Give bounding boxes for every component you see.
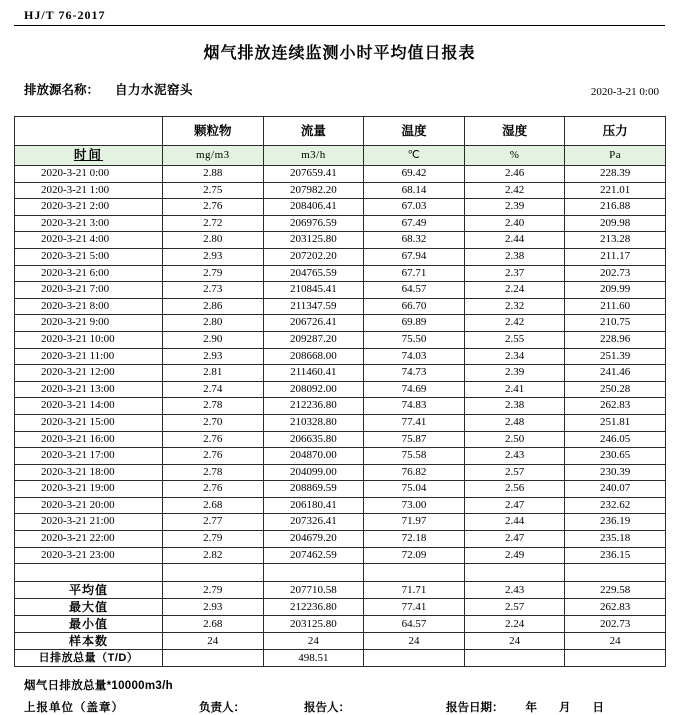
unit-flow: m3/h	[263, 146, 364, 166]
cell-humidity: 2.38	[464, 248, 565, 265]
cell-humidity: 2.32	[464, 298, 565, 315]
emission-source	[24, 80, 193, 98]
cell-particulate: 2.78	[163, 464, 264, 481]
cell-time: 2020-3-21 21:00	[15, 514, 163, 531]
cell-particulate: 2.73	[163, 282, 264, 299]
cell-temperature: 68.14	[364, 182, 465, 199]
table-row	[15, 547, 666, 564]
cell-time: 2020-3-21 15:00	[15, 414, 163, 431]
cell-time: 2020-3-21 6:00	[15, 265, 163, 282]
cell-time: 2020-3-21 10:00	[15, 331, 163, 348]
summary-min-pressure: 202.73	[565, 616, 666, 633]
cell-time: 2020-3-21 19:00	[15, 481, 163, 498]
table-row	[15, 448, 666, 465]
cell-pressure: 211.17	[565, 248, 666, 265]
cell-particulate: 2.80	[163, 232, 264, 249]
report-footer	[14, 677, 665, 715]
cell-flow: 207202.20	[263, 248, 364, 265]
table-header-units	[15, 146, 666, 166]
cell-flow: 208092.00	[263, 381, 364, 398]
header-divider	[14, 25, 665, 26]
cell-humidity: 2.49	[464, 547, 565, 564]
cell-time: 2020-3-21 4:00	[15, 232, 163, 249]
cell-time: 2020-3-21 23:00	[15, 547, 163, 564]
footer-date-group	[424, 699, 659, 715]
cell-flow: 206180.41	[263, 497, 364, 514]
cell-temperature: 72.18	[364, 531, 465, 548]
table-row	[15, 199, 666, 216]
spacer-cell	[163, 564, 264, 582]
cell-flow: 207326.41	[263, 514, 364, 531]
cell-temperature: 77.41	[364, 414, 465, 431]
unit-temperature: ℃	[364, 146, 465, 166]
cell-time: 2020-3-21 0:00	[15, 166, 163, 183]
table-row	[15, 315, 666, 332]
column-header-pressure: 压力	[565, 117, 666, 146]
cell-pressure: 202.73	[565, 265, 666, 282]
cell-flow: 211347.59	[263, 298, 364, 315]
cell-humidity: 2.41	[464, 381, 565, 398]
cell-flow: 210328.80	[263, 414, 364, 431]
summary-label-min: 最小值	[15, 616, 163, 633]
cell-particulate: 2.78	[163, 398, 264, 415]
daily-total-label: 日排放总量（T/D）	[15, 650, 163, 667]
footer-date-label: 报告日期：	[446, 702, 504, 715]
footer-signature-row	[24, 699, 659, 715]
cell-flow: 207982.20	[263, 182, 364, 199]
table-row	[15, 464, 666, 481]
cell-particulate: 2.79	[163, 265, 264, 282]
table-row	[15, 398, 666, 415]
cell-humidity: 2.56	[464, 481, 565, 498]
summary-average-temperature: 71.71	[364, 582, 465, 599]
table-row	[15, 182, 666, 199]
cell-humidity: 2.42	[464, 182, 565, 199]
table-row	[15, 232, 666, 249]
cell-particulate: 2.76	[163, 431, 264, 448]
summary-count-pressure: 24	[565, 633, 666, 650]
cell-flow: 206726.41	[263, 315, 364, 332]
cell-pressure: 209.98	[565, 215, 666, 232]
summary-count-flow: 24	[263, 633, 364, 650]
cell-flow: 208668.00	[263, 348, 364, 365]
table-row	[15, 348, 666, 365]
table-row	[15, 431, 666, 448]
table-row	[15, 497, 666, 514]
cell-flow: 212236.80	[263, 398, 364, 415]
cell-time: 2020-3-21 8:00	[15, 298, 163, 315]
cell-pressure: 221.01	[565, 182, 666, 199]
cell-temperature: 75.50	[364, 331, 465, 348]
table-row	[15, 531, 666, 548]
cell-humidity: 2.34	[464, 348, 565, 365]
table-row	[15, 166, 666, 183]
cell-humidity: 2.39	[464, 365, 565, 382]
cell-particulate: 2.74	[163, 381, 264, 398]
cell-time: 2020-3-21 3:00	[15, 215, 163, 232]
cell-time: 2020-3-21 13:00	[15, 381, 163, 398]
table-header-names	[15, 117, 666, 146]
cell-humidity: 2.57	[464, 464, 565, 481]
cell-pressure: 230.39	[565, 464, 666, 481]
cell-particulate: 2.72	[163, 215, 264, 232]
daily-total-blank-pressure	[565, 650, 666, 667]
cell-humidity: 2.24	[464, 282, 565, 299]
cell-pressure: 216.88	[565, 199, 666, 216]
summary-average-pressure: 229.58	[565, 582, 666, 599]
table-row	[15, 381, 666, 398]
cell-humidity: 2.40	[464, 215, 565, 232]
cell-pressure: 236.19	[565, 514, 666, 531]
cell-humidity: 2.37	[464, 265, 565, 282]
cell-time: 2020-3-21 17:00	[15, 448, 163, 465]
summary-count-temperature: 24	[364, 633, 465, 650]
summary-average-humidity: 2.43	[464, 582, 565, 599]
footer-day: 日	[592, 702, 604, 715]
cell-particulate: 2.68	[163, 497, 264, 514]
unit-humidity: %	[464, 146, 565, 166]
column-header-particulate: 颗粒物	[163, 117, 264, 146]
cell-temperature: 69.42	[364, 166, 465, 183]
cell-humidity: 2.50	[464, 431, 565, 448]
cell-pressure: 250.28	[565, 381, 666, 398]
column-header-temperature: 温度	[364, 117, 465, 146]
cell-time: 2020-3-21 7:00	[15, 282, 163, 299]
cell-particulate: 2.80	[163, 315, 264, 332]
standard-code: HJ/T 76-2017	[24, 8, 106, 22]
cell-flow: 210845.41	[263, 282, 364, 299]
summary-min-humidity: 2.24	[464, 616, 565, 633]
cell-temperature: 69.89	[364, 315, 465, 332]
header-blank-cell	[15, 117, 163, 146]
spacer-cell	[464, 564, 565, 582]
cell-temperature: 64.57	[364, 282, 465, 299]
summary-max-pressure: 262.83	[565, 599, 666, 616]
cell-flow: 206976.59	[263, 215, 364, 232]
summary-count-particulate: 24	[163, 633, 264, 650]
summary-max-particulate: 2.93	[163, 599, 264, 616]
cell-temperature: 67.49	[364, 215, 465, 232]
cell-flow: 207659.41	[263, 166, 364, 183]
cell-temperature: 71.97	[364, 514, 465, 531]
cell-particulate: 2.76	[163, 481, 264, 498]
cell-flow: 204870.00	[263, 448, 364, 465]
cell-temperature: 74.69	[364, 381, 465, 398]
cell-particulate: 2.86	[163, 298, 264, 315]
cell-pressure: 235.18	[565, 531, 666, 548]
footer-responsible-label: 负责人：	[199, 702, 245, 715]
cell-time: 2020-3-21 12:00	[15, 365, 163, 382]
summary-max-humidity: 2.57	[464, 599, 565, 616]
spacer-cell	[565, 564, 666, 582]
cell-temperature: 72.09	[364, 547, 465, 564]
summary-max-flow: 212236.80	[263, 599, 364, 616]
cell-particulate: 2.76	[163, 448, 264, 465]
cell-humidity: 2.38	[464, 398, 565, 415]
cell-time: 2020-3-21 11:00	[15, 348, 163, 365]
cell-particulate: 2.79	[163, 531, 264, 548]
cell-temperature: 75.04	[364, 481, 465, 498]
column-header-flow: 流量	[263, 117, 364, 146]
cell-particulate: 2.93	[163, 248, 264, 265]
cell-time: 2020-3-21 9:00	[15, 315, 163, 332]
table-row	[15, 414, 666, 431]
cell-time: 2020-3-21 14:00	[15, 398, 163, 415]
cell-temperature: 67.71	[364, 265, 465, 282]
spacer-cell	[364, 564, 465, 582]
cell-pressure: 210.75	[565, 315, 666, 332]
cell-time: 2020-3-21 5:00	[15, 248, 163, 265]
cell-flow: 206635.80	[263, 431, 364, 448]
summary-min-particulate: 2.68	[163, 616, 264, 633]
cell-pressure: 240.07	[565, 481, 666, 498]
cell-time: 2020-3-21 20:00	[15, 497, 163, 514]
daily-total-blank-particulate	[163, 650, 264, 667]
cell-humidity: 2.44	[464, 232, 565, 249]
cell-particulate: 2.76	[163, 199, 264, 216]
cell-humidity: 2.43	[464, 448, 565, 465]
column-header-time: 时间	[15, 146, 163, 166]
cell-temperature: 74.73	[364, 365, 465, 382]
cell-flow: 204099.00	[263, 464, 364, 481]
cell-temperature: 67.03	[364, 199, 465, 216]
summary-label-average: 平均值	[15, 582, 163, 599]
summary-label-count: 样本数	[15, 633, 163, 650]
cell-particulate: 2.82	[163, 547, 264, 564]
cell-flow: 203125.80	[263, 232, 364, 249]
cell-time: 2020-3-21 1:00	[15, 182, 163, 199]
cell-flow: 209287.20	[263, 331, 364, 348]
cell-temperature: 75.58	[364, 448, 465, 465]
table-row	[15, 365, 666, 382]
cell-particulate: 2.81	[163, 365, 264, 382]
footer-note: 烟气日排放总量*10000m3/h	[24, 680, 173, 693]
footer-month: 月	[559, 702, 571, 715]
cell-pressure: 211.60	[565, 298, 666, 315]
cell-pressure: 236.15	[565, 547, 666, 564]
cell-temperature: 76.82	[364, 464, 465, 481]
cell-flow: 208869.59	[263, 481, 364, 498]
cell-pressure: 251.81	[565, 414, 666, 431]
table-row	[15, 215, 666, 232]
summary-label-max: 最大值	[15, 599, 163, 616]
summary-average-flow: 207710.58	[263, 582, 364, 599]
cell-humidity: 2.47	[464, 497, 565, 514]
cell-particulate: 2.90	[163, 331, 264, 348]
cell-time: 2020-3-21 16:00	[15, 431, 163, 448]
cell-pressure: 209.99	[565, 282, 666, 299]
cell-time: 2020-3-21 22:00	[15, 531, 163, 548]
cell-pressure: 232.62	[565, 497, 666, 514]
cell-pressure: 230.65	[565, 448, 666, 465]
daily-total-value: 498.51	[263, 650, 364, 667]
cell-humidity: 2.55	[464, 331, 565, 348]
cell-pressure: 246.05	[565, 431, 666, 448]
meta-row	[14, 80, 665, 98]
summary-row-daily-total	[15, 650, 666, 667]
cell-particulate: 2.70	[163, 414, 264, 431]
cell-pressure: 262.83	[565, 398, 666, 415]
cell-pressure: 251.39	[565, 348, 666, 365]
cell-temperature: 67.94	[364, 248, 465, 265]
table-row	[15, 282, 666, 299]
emission-source-label: 排放源名称：	[24, 83, 100, 97]
spacer-cell	[15, 564, 163, 582]
table-row	[15, 331, 666, 348]
cell-flow: 208406.41	[263, 199, 364, 216]
cell-flow: 211460.41	[263, 365, 364, 382]
cell-time: 2020-3-21 18:00	[15, 464, 163, 481]
cell-temperature: 74.03	[364, 348, 465, 365]
table-row	[15, 298, 666, 315]
cell-humidity: 2.47	[464, 531, 565, 548]
summary-max-temperature: 77.41	[364, 599, 465, 616]
daily-total-blank-temperature	[364, 650, 465, 667]
cell-temperature: 73.00	[364, 497, 465, 514]
cell-temperature: 68.32	[364, 232, 465, 249]
cell-flow: 204679.20	[263, 531, 364, 548]
column-header-humidity: 湿度	[464, 117, 565, 146]
summary-row-min	[15, 616, 666, 633]
daily-total-blank-humidity	[464, 650, 565, 667]
cell-temperature: 75.87	[364, 431, 465, 448]
cell-humidity: 2.39	[464, 199, 565, 216]
cell-time: 2020-3-21 2:00	[15, 199, 163, 216]
summary-count-humidity: 24	[464, 633, 565, 650]
cell-pressure: 213.28	[565, 232, 666, 249]
page-title: 烟气排放连续监测小时平均值日报表	[203, 45, 476, 62]
cell-humidity: 2.48	[464, 414, 565, 431]
table-row	[15, 248, 666, 265]
cell-flow: 204765.59	[263, 265, 364, 282]
unit-particulate: mg/m3	[163, 146, 264, 166]
table-row	[15, 481, 666, 498]
footer-unit-label: 上报单位（盖章）	[24, 702, 124, 715]
unit-pressure: Pa	[565, 146, 666, 166]
summary-min-flow: 203125.80	[263, 616, 364, 633]
cell-humidity: 2.46	[464, 166, 565, 183]
emission-source-name: 自力水泥窑头	[115, 83, 194, 97]
cell-pressure: 228.96	[565, 331, 666, 348]
summary-min-temperature: 64.57	[364, 616, 465, 633]
summary-row-average	[15, 582, 666, 599]
cell-humidity: 2.42	[464, 315, 565, 332]
spacer-cell	[263, 564, 364, 582]
cell-particulate: 2.77	[163, 514, 264, 531]
cell-particulate: 2.75	[163, 182, 264, 199]
summary-average-particulate: 2.79	[163, 582, 264, 599]
cell-particulate: 2.93	[163, 348, 264, 365]
cell-temperature: 74.83	[364, 398, 465, 415]
footer-reporter-label: 报告人：	[304, 702, 350, 715]
table-row	[15, 265, 666, 282]
table-row	[15, 514, 666, 531]
hourly-average-table	[14, 116, 666, 667]
report-datetime: 2020-3-21 0:00	[590, 86, 659, 98]
table-spacer-row	[15, 564, 666, 582]
cell-temperature: 66.70	[364, 298, 465, 315]
cell-pressure: 228.39	[565, 166, 666, 183]
cell-particulate: 2.88	[163, 166, 264, 183]
footer-year: 年	[525, 702, 537, 715]
summary-row-count	[15, 633, 666, 650]
summary-row-max	[15, 599, 666, 616]
cell-flow: 207462.59	[263, 547, 364, 564]
cell-humidity: 2.44	[464, 514, 565, 531]
cell-pressure: 241.46	[565, 365, 666, 382]
